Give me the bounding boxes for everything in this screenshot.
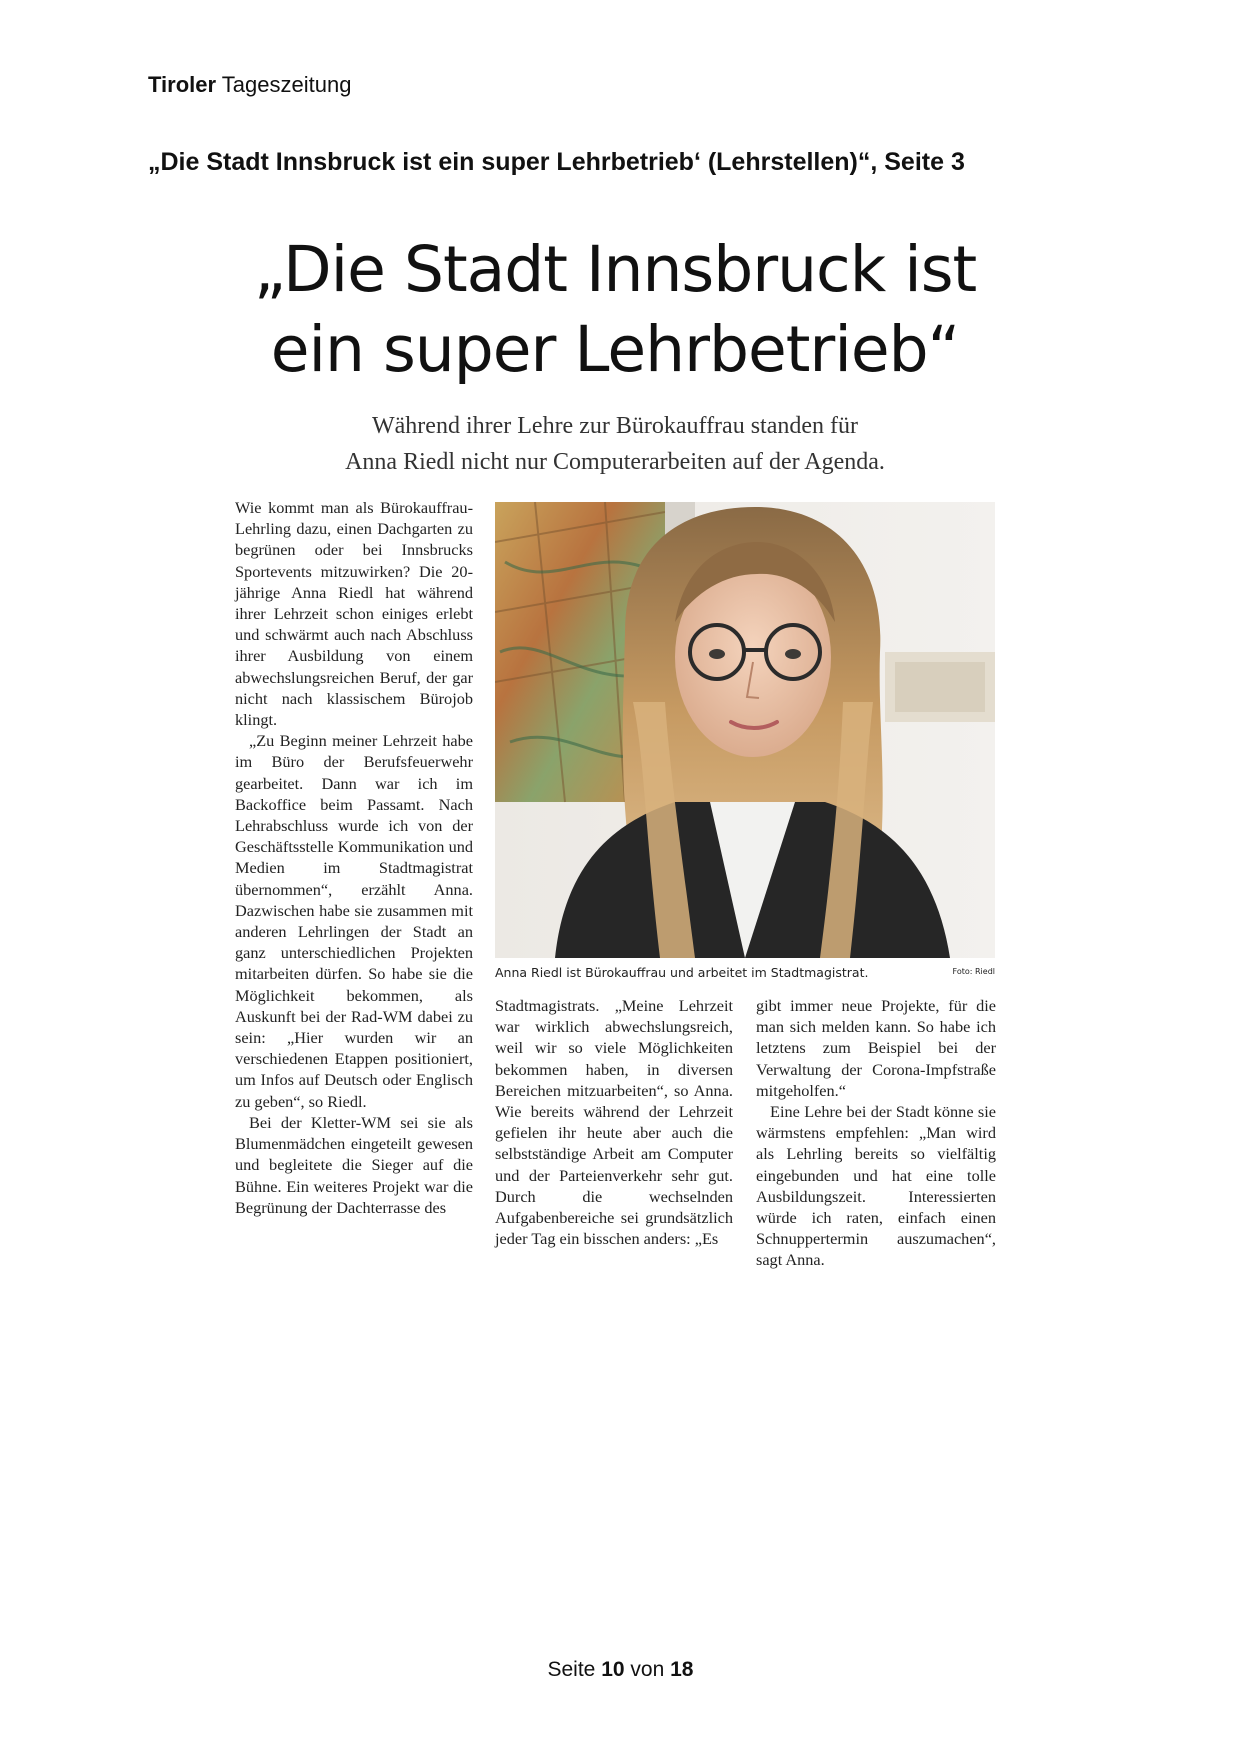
article-headline — [230, 230, 1000, 390]
headline-line-2: ein super Lehrbetrieb“ — [270, 313, 960, 386]
headline-line-1: „Die Stadt Innsbruck ist — [253, 233, 977, 306]
portrait-photo — [495, 502, 995, 958]
footer-middle: von — [630, 1658, 665, 1681]
document-heading: „Die Stadt Innsbruck ist ein super Lehrbetrieb‘ (Lehrstellen)“, Seite 3 — [148, 148, 965, 176]
column-2-paragraph: Stadtmagistrats. „Meine Lehrzeit war wirklich abwechslungsreich, weil wir so viele Möglichkeiten bekommen haben, in diversen Bereichen mitzuarbeiten“, so Anna. Wie bereits während der Lehrzeit gefielen ihr heute aber auch die selbstständige Arbeit am Computer und der Parteienverkehr sehr gut. Durch die wechselnden Aufgabenbereiche sei grundsätzlich jeder Tag ein bisschen anders: „Es — [495, 996, 733, 1249]
subhead-line-1: Während ihrer Lehre zur Bürokauffrau standen für — [372, 413, 858, 439]
article-column-2 — [495, 995, 733, 1249]
photo-caption-text: Anna Riedl ist Bürokauffrau und arbeitet im Stadtmagistrat. — [495, 965, 869, 980]
newspaper-clipping — [230, 230, 1000, 1300]
column-3-paragraph: gibt immer neue Projekte, für die man sich melden kann. So habe ich letztens zum Beispiel bei der Verwaltung der Corona-Impfstraße mitgeholfen.“ — [756, 996, 996, 1100]
page-number-footer — [0, 1658, 1241, 1682]
masthead-rest: Tageszeitung — [221, 72, 352, 97]
photo-caption — [495, 965, 995, 980]
photo-credit: Foto: Riedl — [952, 967, 995, 976]
column-1-paragraph: Wie kommt man als Bürokauffrau-Lehrling dazu, einen Dachgarten zu begrünen oder bei Innsbrucks Sportevents mitzuwirken? Die 20-jährige Anna Riedl hat während ihrer Lehrzeit schon einiges erlebt und schwärmt auch nach Abschluss ihrer Ausbildung von einem abwechslungsreichen Beruf, der gar nicht nach klassischem Bürojob klingt. — [235, 498, 473, 730]
footer-total-pages: 18 — [670, 1658, 694, 1681]
column-1-paragraph: Bei der Kletter-WM sei sie als Blumenmädchen eingeteilt gewesen und begleitete die Sieger auf die Bühne. Ein weiteres Projekt war die Begrünung der Dachterrasse des — [235, 1112, 473, 1217]
column-3-paragraph: Eine Lehre bei der Stadt könne sie wärmstens empfehlen: „Man wird als Lehrling bereits so vielfältig eingebunden und hat eine tolle Ausbildungszeit. Interessierten würde ich raten, einfach einen Schnuppertermin auszumachen“, sagt Anna. — [756, 1102, 996, 1270]
subhead-line-2: Anna Riedl nicht nur Computerarbeiten auf der Agenda. — [345, 449, 885, 475]
column-1-paragraph: „Zu Beginn meiner Lehrzeit habe im Büro der Berufsfeuerwehr gearbeitet. Dann war ich im Backoffice beim Passamt. Nach Lehrabschluss wurde ich von der Geschäftsstelle Kommunikation und Medien im Stadtmagistrat übernommen“, erzählt Anna. Dazwischen habe sie zusammen mit anderen Lehrlingen der Stadt an ganz unterschiedlichen Projekten mitarbeiten dürfen. So habe sie die Möglichkeit bekommen, als Auskunft bei der Rad-WM dabei zu sein: „Hier wurden wir an verschiedenen Etappen positioniert, um Infos auf Deutsch oder Englisch zu geben“, so Riedl. — [235, 731, 473, 1111]
publication-masthead — [148, 72, 351, 98]
footer-prefix: Seite — [547, 1658, 596, 1681]
article-subheadline — [230, 408, 1000, 480]
article-column-1 — [235, 497, 473, 1218]
article-column-3 — [756, 995, 996, 1271]
footer-current-page: 10 — [601, 1658, 625, 1681]
masthead-bold: Tiroler — [148, 72, 217, 97]
